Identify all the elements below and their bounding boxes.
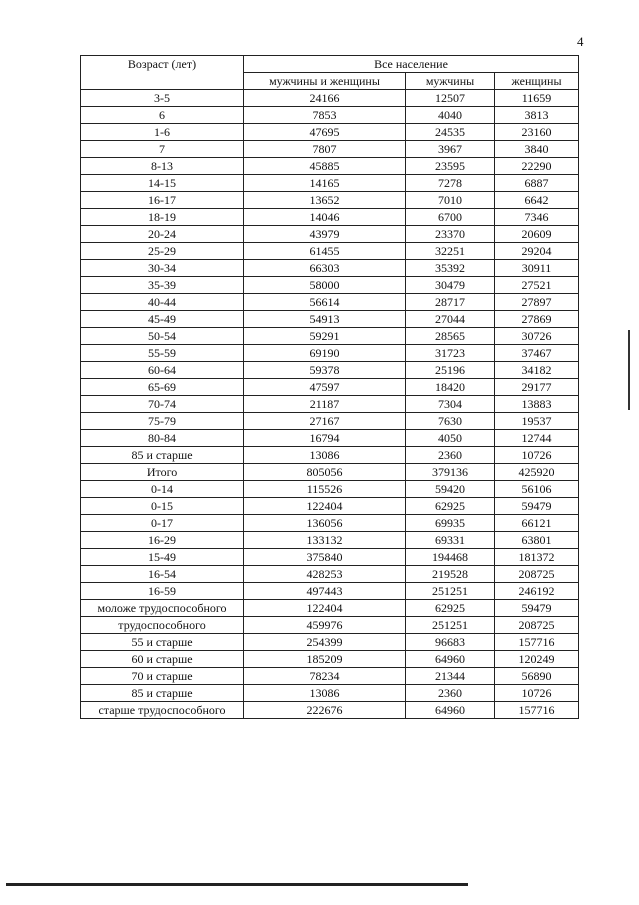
age-cell: 16-59 (81, 583, 244, 600)
age-cell: 55-59 (81, 345, 244, 362)
men-cell: 251251 (406, 617, 495, 634)
age-cell: 20-24 (81, 226, 244, 243)
table-header (81, 56, 579, 90)
women-cell: 56890 (495, 668, 579, 685)
women-cell: 10726 (495, 685, 579, 702)
men-cell: 2360 (406, 447, 495, 464)
men-cell: 7278 (406, 175, 495, 192)
both-cell: 56614 (244, 294, 406, 311)
age-cell: 50-54 (81, 328, 244, 345)
age-cell: 1-6 (81, 124, 244, 141)
both-cell: 13086 (244, 685, 406, 702)
men-cell: 32251 (406, 243, 495, 260)
women-cell: 425920 (495, 464, 579, 481)
age-cell: 35-39 (81, 277, 244, 294)
women-cell: 11659 (495, 90, 579, 107)
men-cell: 194468 (406, 549, 495, 566)
age-cell: 70 и старше (81, 668, 244, 685)
both-cell: 58000 (244, 277, 406, 294)
age-cell: 0-17 (81, 515, 244, 532)
men-cell: 219528 (406, 566, 495, 583)
both-cell: 47695 (244, 124, 406, 141)
age-cell: 60 и старше (81, 651, 244, 668)
men-cell: 379136 (406, 464, 495, 481)
table-row (81, 226, 579, 243)
women-cell: 23160 (495, 124, 579, 141)
men-cell: 69935 (406, 515, 495, 532)
table-row (81, 481, 579, 498)
age-cell: 65-69 (81, 379, 244, 396)
men-cell: 31723 (406, 345, 495, 362)
both-cell: 78234 (244, 668, 406, 685)
table-row (81, 243, 579, 260)
age-cell: 85 и старше (81, 685, 244, 702)
table-row (81, 141, 579, 158)
table-row (81, 124, 579, 141)
table-row (81, 532, 579, 549)
header-men: мужчины (406, 73, 495, 90)
women-cell: 6887 (495, 175, 579, 192)
women-cell: 66121 (495, 515, 579, 532)
men-cell: 62925 (406, 498, 495, 515)
both-cell: 497443 (244, 583, 406, 600)
both-cell: 43979 (244, 226, 406, 243)
women-cell: 208725 (495, 617, 579, 634)
women-cell: 157716 (495, 634, 579, 651)
women-cell: 208725 (495, 566, 579, 583)
women-cell: 29177 (495, 379, 579, 396)
table-row (81, 634, 579, 651)
men-cell: 62925 (406, 600, 495, 617)
age-cell: 0-14 (81, 481, 244, 498)
table-row (81, 413, 579, 430)
men-cell: 4040 (406, 107, 495, 124)
age-cell: 25-29 (81, 243, 244, 260)
women-cell: 13883 (495, 396, 579, 413)
table-row (81, 379, 579, 396)
table-row (81, 515, 579, 532)
men-cell: 64960 (406, 651, 495, 668)
both-cell: 13652 (244, 192, 406, 209)
both-cell: 47597 (244, 379, 406, 396)
both-cell: 59291 (244, 328, 406, 345)
women-cell: 59479 (495, 600, 579, 617)
both-cell: 27167 (244, 413, 406, 430)
both-cell: 122404 (244, 498, 406, 515)
men-cell: 64960 (406, 702, 495, 719)
both-cell: 222676 (244, 702, 406, 719)
age-cell: 80-84 (81, 430, 244, 447)
men-cell: 28565 (406, 328, 495, 345)
table-row (81, 328, 579, 345)
table-row (81, 617, 579, 634)
both-cell: 16794 (244, 430, 406, 447)
men-cell: 251251 (406, 583, 495, 600)
table-row (81, 549, 579, 566)
table-row (81, 294, 579, 311)
men-cell: 23595 (406, 158, 495, 175)
men-cell: 25196 (406, 362, 495, 379)
population-table (80, 55, 579, 719)
men-cell: 18420 (406, 379, 495, 396)
age-cell: 85 и старше (81, 447, 244, 464)
both-cell: 122404 (244, 600, 406, 617)
women-cell: 63801 (495, 532, 579, 549)
women-cell: 30726 (495, 328, 579, 345)
women-cell: 10726 (495, 447, 579, 464)
table-row (81, 668, 579, 685)
both-cell: 459976 (244, 617, 406, 634)
table-row (81, 685, 579, 702)
women-cell: 56106 (495, 481, 579, 498)
women-cell: 246192 (495, 583, 579, 600)
age-cell: 75-79 (81, 413, 244, 430)
women-cell: 27869 (495, 311, 579, 328)
age-cell: 16-29 (81, 532, 244, 549)
both-cell: 14046 (244, 209, 406, 226)
age-cell: 7 (81, 141, 244, 158)
men-cell: 21344 (406, 668, 495, 685)
table-body (81, 90, 579, 719)
table-row (81, 447, 579, 464)
age-cell: 70-74 (81, 396, 244, 413)
both-cell: 59378 (244, 362, 406, 379)
women-cell: 30911 (495, 260, 579, 277)
table-row (81, 651, 579, 668)
both-cell: 54913 (244, 311, 406, 328)
women-cell: 59479 (495, 498, 579, 515)
table-row (81, 192, 579, 209)
age-cell: 55 и старше (81, 634, 244, 651)
men-cell: 96683 (406, 634, 495, 651)
women-cell: 20609 (495, 226, 579, 243)
men-cell: 30479 (406, 277, 495, 294)
header-age: Возраст (лет) (81, 56, 244, 90)
women-cell: 27521 (495, 277, 579, 294)
women-cell: 22290 (495, 158, 579, 175)
age-cell: 18-19 (81, 209, 244, 226)
header-both: мужчины и женщины (244, 73, 406, 90)
both-cell: 133132 (244, 532, 406, 549)
table-row (81, 277, 579, 294)
scan-edge-line (628, 330, 630, 410)
men-cell: 35392 (406, 260, 495, 277)
both-cell: 69190 (244, 345, 406, 362)
header-all-population: Все население (244, 56, 579, 73)
women-cell: 3813 (495, 107, 579, 124)
both-cell: 375840 (244, 549, 406, 566)
women-cell: 157716 (495, 702, 579, 719)
age-cell: 60-64 (81, 362, 244, 379)
header-women: женщины (495, 73, 579, 90)
table-row (81, 396, 579, 413)
both-cell: 66303 (244, 260, 406, 277)
men-cell: 7630 (406, 413, 495, 430)
women-cell: 181372 (495, 549, 579, 566)
women-cell: 7346 (495, 209, 579, 226)
men-cell: 59420 (406, 481, 495, 498)
table-row (81, 600, 579, 617)
both-cell: 7807 (244, 141, 406, 158)
women-cell: 120249 (495, 651, 579, 668)
both-cell: 136056 (244, 515, 406, 532)
age-cell: 8-13 (81, 158, 244, 175)
both-cell: 254399 (244, 634, 406, 651)
men-cell: 28717 (406, 294, 495, 311)
table-row (81, 702, 579, 719)
table-row (81, 566, 579, 583)
table-row (81, 158, 579, 175)
table-row (81, 345, 579, 362)
men-cell: 6700 (406, 209, 495, 226)
men-cell: 2360 (406, 685, 495, 702)
both-cell: 7853 (244, 107, 406, 124)
table-row (81, 175, 579, 192)
age-cell: Итого (81, 464, 244, 481)
both-cell: 45885 (244, 158, 406, 175)
men-cell: 7304 (406, 396, 495, 413)
both-cell: 185209 (244, 651, 406, 668)
header-row-top (81, 56, 579, 73)
men-cell: 27044 (406, 311, 495, 328)
age-cell: 45-49 (81, 311, 244, 328)
age-cell: 15-49 (81, 549, 244, 566)
men-cell: 7010 (406, 192, 495, 209)
age-cell: 6 (81, 107, 244, 124)
age-cell: 30-34 (81, 260, 244, 277)
women-cell: 27897 (495, 294, 579, 311)
both-cell: 14165 (244, 175, 406, 192)
age-cell: 14-15 (81, 175, 244, 192)
both-cell: 61455 (244, 243, 406, 260)
table-row (81, 90, 579, 107)
both-cell: 24166 (244, 90, 406, 107)
table-row (81, 583, 579, 600)
scan-bottom-line (6, 883, 468, 886)
both-cell: 805056 (244, 464, 406, 481)
women-cell: 29204 (495, 243, 579, 260)
table-row (81, 107, 579, 124)
table-row (81, 362, 579, 379)
women-cell: 19537 (495, 413, 579, 430)
men-cell: 23370 (406, 226, 495, 243)
age-cell: 16-54 (81, 566, 244, 583)
table-row (81, 464, 579, 481)
age-cell: 40-44 (81, 294, 244, 311)
page-number: 4 (577, 34, 584, 49)
women-cell: 34182 (495, 362, 579, 379)
both-cell: 428253 (244, 566, 406, 583)
women-cell: 37467 (495, 345, 579, 362)
table-row (81, 498, 579, 515)
men-cell: 24535 (406, 124, 495, 141)
age-cell: трудоспособного (81, 617, 244, 634)
both-cell: 115526 (244, 481, 406, 498)
age-cell: старше трудоспособного (81, 702, 244, 719)
age-cell: 3-5 (81, 90, 244, 107)
age-cell: моложе трудоспособного (81, 600, 244, 617)
women-cell: 6642 (495, 192, 579, 209)
women-cell: 12744 (495, 430, 579, 447)
table-row (81, 311, 579, 328)
men-cell: 12507 (406, 90, 495, 107)
table-row (81, 260, 579, 277)
age-cell: 16-17 (81, 192, 244, 209)
men-cell: 4050 (406, 430, 495, 447)
men-cell: 3967 (406, 141, 495, 158)
both-cell: 21187 (244, 396, 406, 413)
both-cell: 13086 (244, 447, 406, 464)
age-cell: 0-15 (81, 498, 244, 515)
table-row (81, 430, 579, 447)
table-row (81, 209, 579, 226)
men-cell: 69331 (406, 532, 495, 549)
women-cell: 3840 (495, 141, 579, 158)
